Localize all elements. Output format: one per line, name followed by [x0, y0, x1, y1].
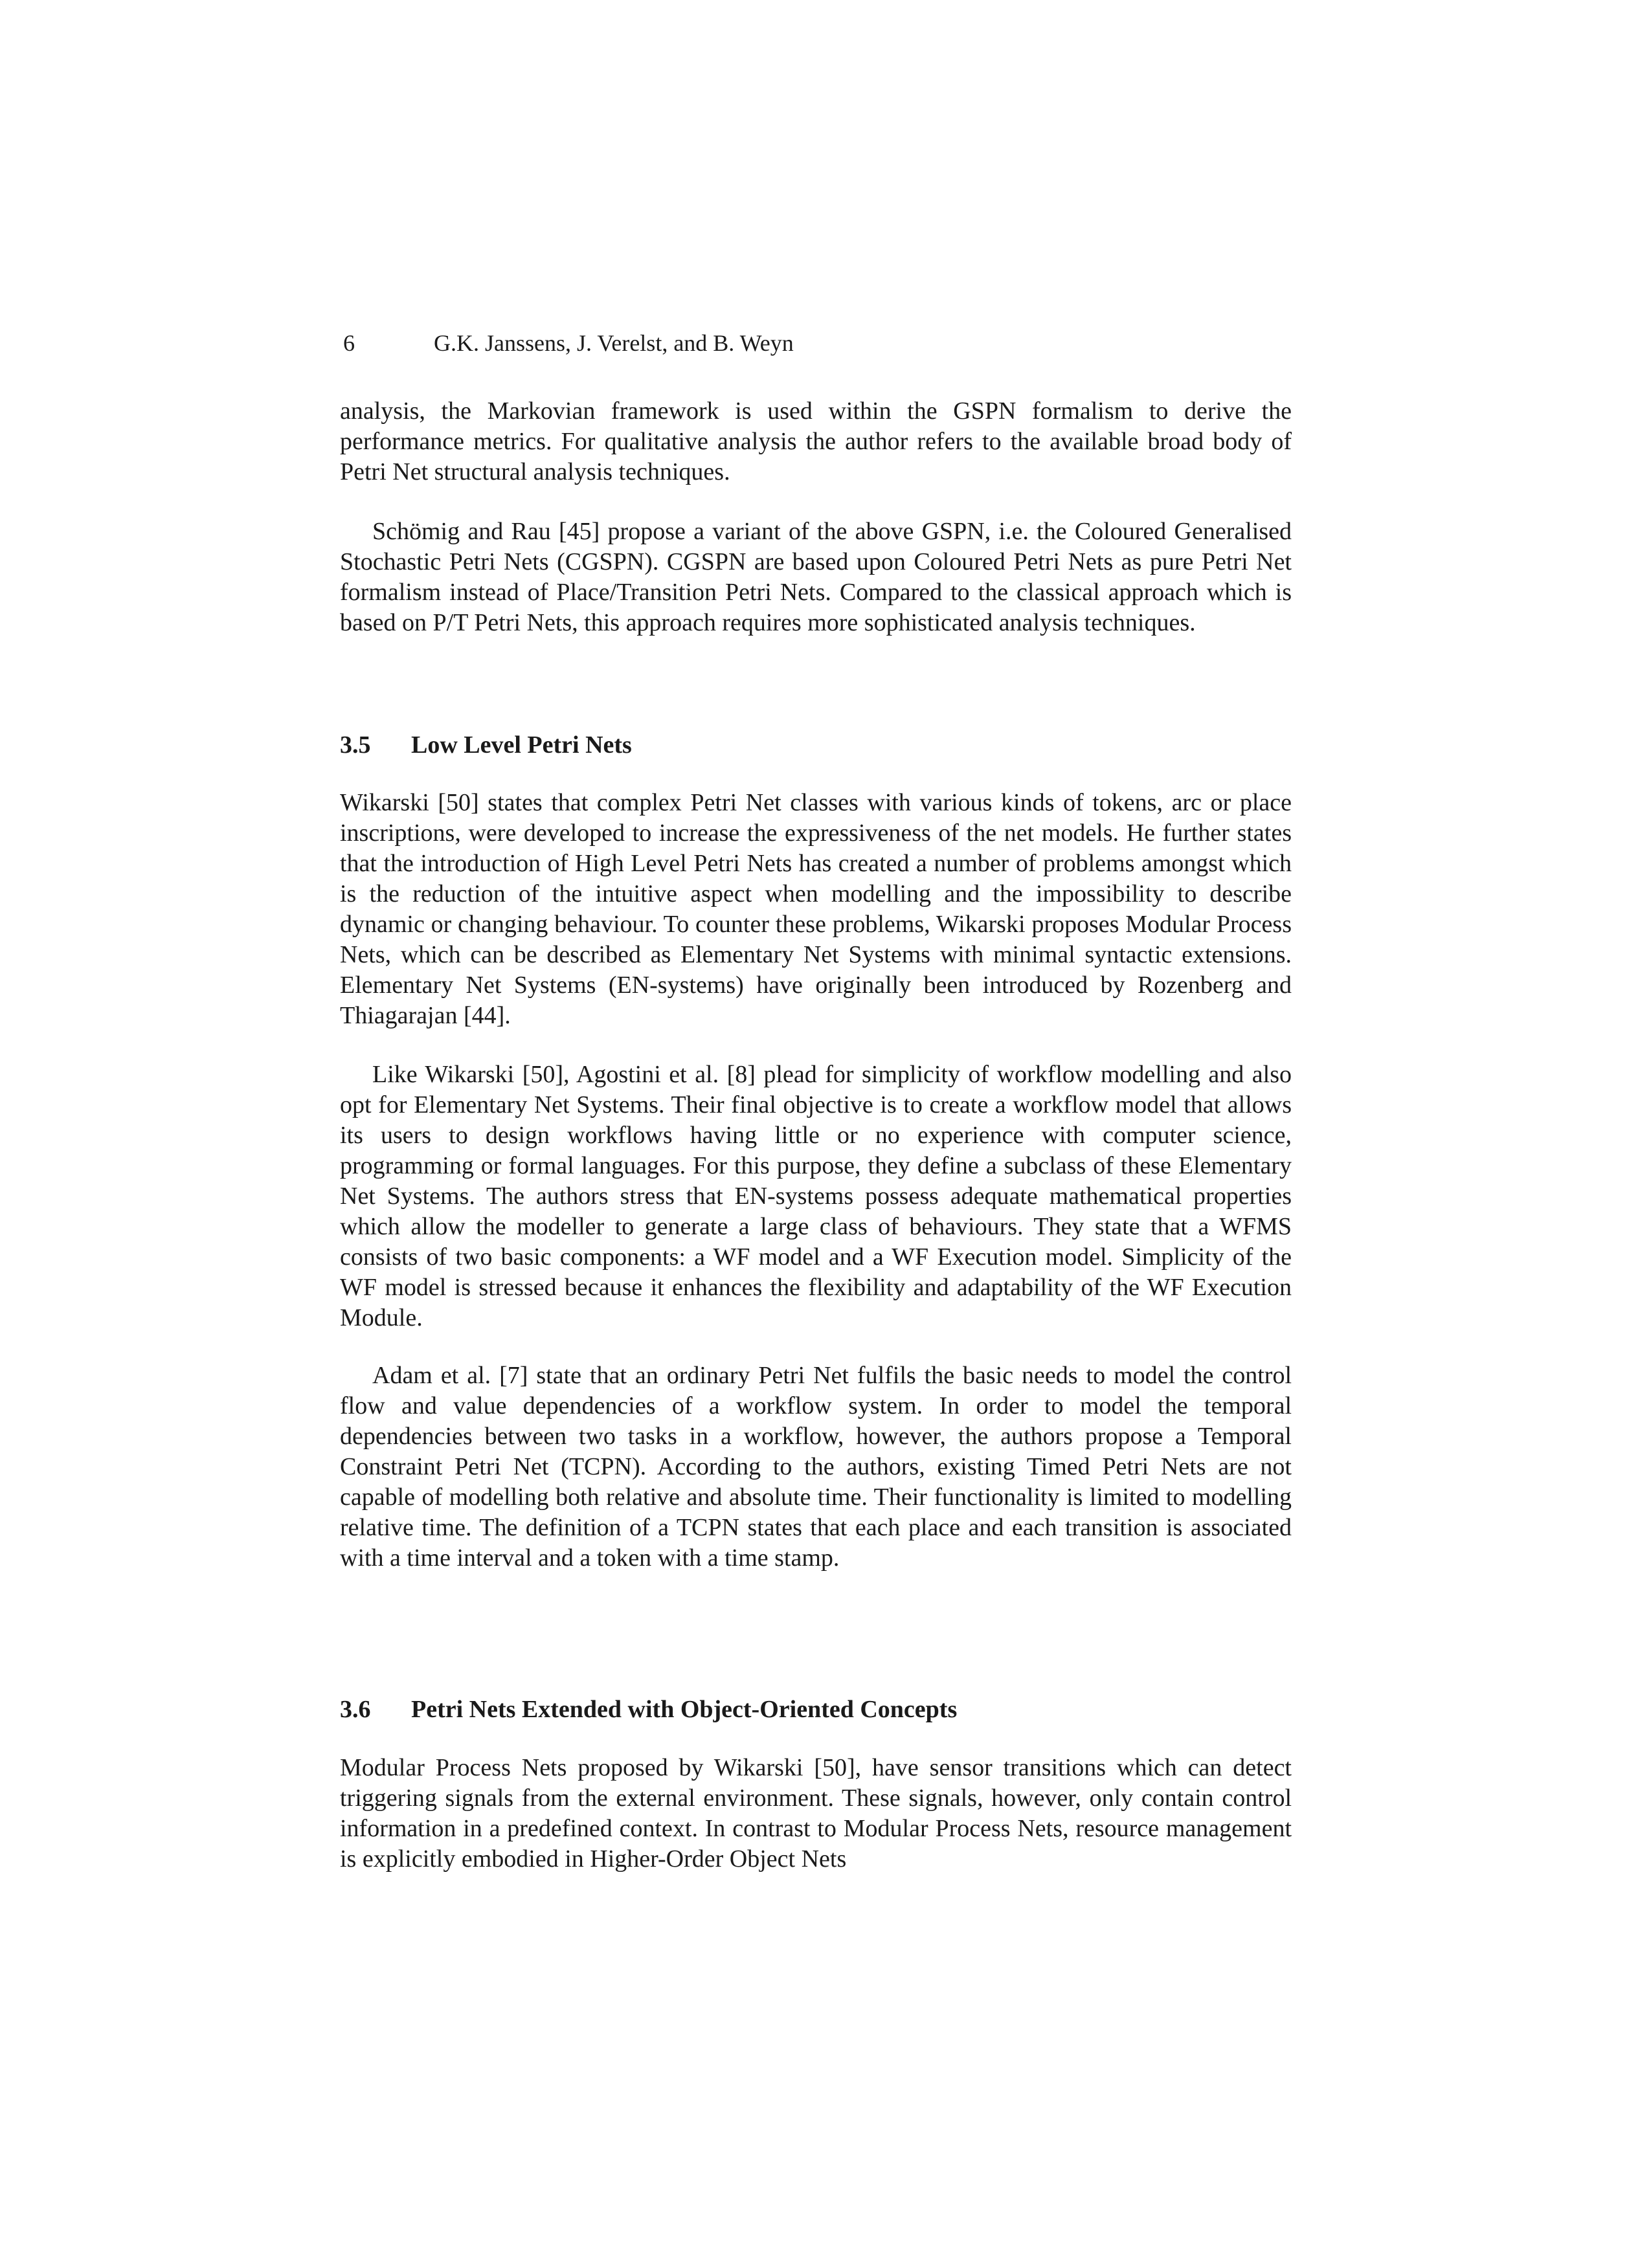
section-number: 3.6: [340, 1696, 371, 1723]
page-number: 6: [343, 330, 355, 356]
section-title: Petri Nets Extended with Object-Oriented Concepts: [411, 1696, 958, 1723]
paragraph-adam: Adam et al. [7] state that an ordinary Petri Net fulfils the basic needs to model the control flow and value dependencies of a workflow system. In order to model the temporal dependencies between two tasks in a workflow, however, the authors propose a Temporal Constraint Petri Net (TCPN). According to the authors, existing Timed Petri Nets are not capable of modelling both relative and absolute time. Their functionality is limited to modelling relative time. The definition of a TCPN states that each place and each transition is associated with a time interval and a token with a time stamp.: [340, 1362, 1292, 1572]
section-number: 3.5: [340, 731, 371, 759]
section-heading-3-6: [340, 1693, 1292, 1726]
paragraph-cgspn: Schömig and Rau [45] propose a variant of the above GSPN, i.e. the Coloured Generalised Stochastic Petri Nets (CGSPN). CGSPN are based upon Coloured Petri Nets as pure Petri Net formalism instead of Place/Transition Petri Nets. Compared to the classical approach which is based on P/T Petri Nets, this approach requires more sophisticated analysis techniques.: [340, 518, 1292, 636]
paragraph-gspn-continuation: analysis, the Markovian framework is used within the GSPN formalism to derive the performance metrics. For qualitative analysis the author refers to the available broad body of Petri Net structural analysis techniques.: [340, 397, 1292, 485]
section-heading-3-5: [340, 729, 1292, 761]
paragraph-wikarski: Wikarski [50] states that complex Petri Net classes with various kinds of tokens, arc or place inscriptions, were developed to increase the expressiveness of the net models. He further states that the introduction of High Level Petri Nets has created a number of problems amongst which is the reduction of the intuitive aspect when modelling and the impossibility to describe dynamic or changing behaviour. To counter these problems, Wikarski proposes Modular Process Nets, which can be described as Elementary Net Systems with minimal syntactic extensions. Elementary Net Systems (EN-systems) have originally been introduced by Rozenberg and Thiagarajan [44].: [340, 789, 1292, 1029]
paragraph-agostini: Like Wikarski [50], Agostini et al. [8] plead for simplicity of workflow modelling and also opt for Elementary Net Systems. Their final objective is to create a workflow model that allows its users to design workflows having little or no experience with computer science, programming or formal languages. For this purpose, they define a subclass of these Elementary Net Systems. The authors stress that EN-systems possess adequate mathematical properties which allow the modeller to generate a large class of behaviours. They state that a WFMS consists of two basic components: a WF model and a WF Execution model. Simplicity of the WF model is stressed because it enhances the flexibility and adaptability of the WF Execution Module.: [340, 1061, 1292, 1331]
paragraph-modular-process-nets: Modular Process Nets proposed by Wikarski [50], have sensor transitions which can detect triggering signals from the external environment. These signals, however, only contain control information in a predefined context. In contrast to Modular Process Nets, resource management is explicitly embodied in Higher-Order Object Nets: [340, 1754, 1292, 1873]
section-title: Low Level Petri Nets: [411, 731, 632, 759]
running-header: [343, 326, 1301, 360]
running-header-authors: G.K. Janssens, J. Verelst, and B. Weyn: [434, 330, 794, 356]
